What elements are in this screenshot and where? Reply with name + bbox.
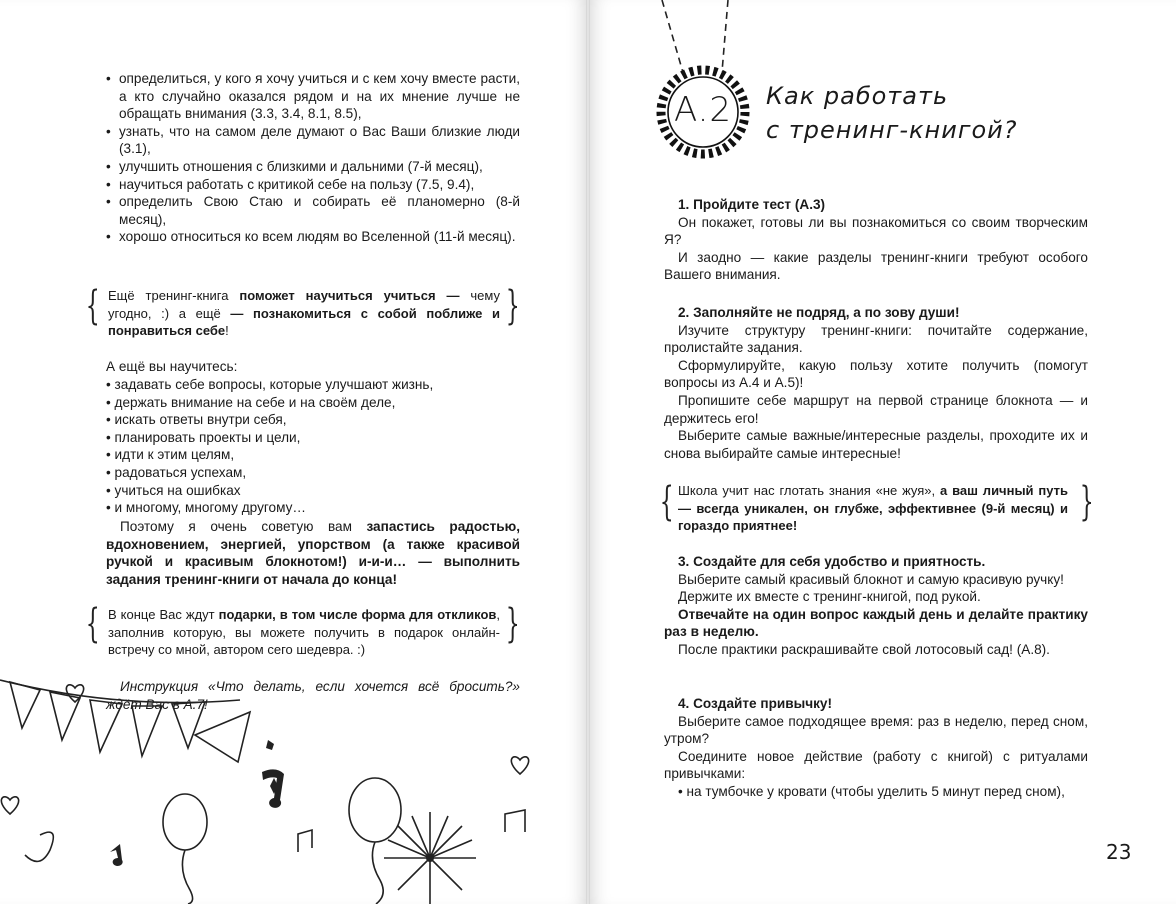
learn-bullet-list <box>106 376 526 517</box>
paragraph: Пропишите себе маршрут на первой странице блокнота — и держитесь его! <box>664 392 1088 426</box>
open-brace-icon: { <box>659 479 674 525</box>
paragraph: Держите их вместе с тренинг-книгой, под рукой. <box>678 589 981 605</box>
balloon-icon <box>163 794 207 850</box>
learn-intro: А ещё вы научитесь: <box>106 359 238 374</box>
bunting-flags-icon <box>10 682 205 756</box>
close-brace-icon: } <box>505 283 520 329</box>
section-4 <box>664 695 1088 801</box>
paragraph: Изучите структуру тренинг-книги: почитайте содержание, пролистайте задания. <box>664 322 1088 356</box>
advice-bold: запастись радостью, вдохновением, энергией, упорством (а также красивой ручкой и красивым блокнотом!) и-и-и… — выполнить задания тренинг-книги от начала до конца! <box>106 519 520 587</box>
callout-text: Школа учит нас глотать знания «не жуя», <box>678 483 940 498</box>
list-item-text: искать ответы внутри себя, <box>114 412 287 428</box>
heart-icon <box>1 797 18 814</box>
list-item-text: держать внимание на себе и на своём деле, <box>114 394 396 410</box>
list-item-text: учиться на ошибках <box>114 482 241 498</box>
list-item: • держать внимание на себе и на своём деле, <box>106 394 396 410</box>
music-note-icon <box>110 844 123 866</box>
list-item: • искать ответы внутри себя, <box>106 412 287 428</box>
section-heading: 1. Пройдите тест (А.3) <box>678 197 826 212</box>
callout-bold: — познакомиться с собой поближе и понравиться себе <box>108 305 501 339</box>
music-note-icon <box>298 830 312 852</box>
callout-text: В конце Вас ждут <box>108 607 219 622</box>
bold-paragraph: Отвечайте на один вопрос каждый день и делайте практику раз в неделю. <box>664 606 1088 640</box>
callout-text: Ещё тренинг-книга <box>108 288 240 303</box>
list-item-text: задавать себе вопросы, которые улучшают жизнь, <box>114 377 434 392</box>
balloon-icon <box>349 778 401 842</box>
section-heading: 2. Заполняйте не подряд, а по зову души! <box>678 305 960 320</box>
list-item-text: идти к этим целям, <box>114 447 235 463</box>
section-2 <box>664 304 1088 462</box>
list-item: • учиться на ошибках <box>106 482 241 498</box>
chapter-badge-illustration <box>650 0 760 160</box>
list-item: • планировать проекты и цели, <box>106 429 301 445</box>
list-item: • на тумбочке у кровати (чтобы уделить 5 минут перед сном), <box>678 783 1065 799</box>
open-brace-icon: { <box>85 601 100 647</box>
instruction-note: Инструкция «Что делать, если хочется всё бросить?» ждёт Вас в А.7! <box>106 679 520 712</box>
section-3 <box>664 553 1088 659</box>
callout-bold: поможет научиться учиться — <box>239 288 460 303</box>
paragraph: После практики раскрашивайте свой лотосовый сад! (А.8). <box>678 641 1050 657</box>
section-heading: 4. Создайте привычку! <box>678 696 832 711</box>
advice-text: Поэтому я очень советую вам <box>120 519 367 534</box>
list-item: • радоваться успехам, <box>106 464 247 480</box>
section-heading: 3. Создайте для себя удобство и приятность. <box>678 554 986 569</box>
paragraph: Он покажет, готовы ли вы познакомиться со своим творческим Я? <box>664 214 1088 248</box>
heart-icon <box>511 757 528 774</box>
list-item: • улучшить отношения с близкими и дальними (7-й месяц), <box>106 158 520 176</box>
list-item: • и многому, многому другому… <box>106 500 306 516</box>
callout-text: чему угодно, :) а ещё <box>108 288 500 321</box>
list-item: • определить Свою Стаю и собирать её планомерно (8-й месяц), <box>106 193 520 228</box>
list-item: • идти к этим целям, <box>106 447 235 463</box>
paragraph: Сформулируйте, какую пользу хотите получить (помогут вопросы из А.4 и А.5)! <box>664 357 1088 391</box>
list-item: • хорошо относиться ко всем людям во Вселенной (11-й месяц). <box>106 228 520 246</box>
paragraph: Выберите самый красивый блокнот и самую красивую ручку! <box>678 571 1064 587</box>
page-number: 23 <box>1106 840 1132 864</box>
paragraph: И заодно — какие разделы тренинг-книги требуют особого Вашего внимания. <box>664 249 1088 283</box>
callout-text: , заполнив которую, вы можете получить в подарок онлайн-встречу со мной, автором сего шедевра. :) <box>108 607 501 658</box>
advice-paragraph <box>106 518 520 588</box>
right-page <box>590 0 1176 904</box>
callout-learn <box>108 287 500 340</box>
swirl-icon <box>25 832 53 861</box>
paragraph: Соедините новое действие (работу с книгой) с ритуалами привычками: <box>664 748 1088 782</box>
callout-bold: подарки, в том числе форма для откликов <box>218 607 497 622</box>
chapter-badge-label: A.2 <box>673 90 733 130</box>
list-item: • определиться, у кого я хочу учиться и с кем хочу вместе расти, а кто случайно оказался рядом и на их мнение лучше не обращать внимания (3.3, 3.4, 8.1, 8.5), <box>106 70 520 123</box>
firework-center-icon <box>426 854 434 862</box>
section-1 <box>664 196 1088 284</box>
page-title-line1: Как работать <box>766 82 949 110</box>
paragraph: Выберите самое подходящее время: раз в неделю, перед сном, утром? <box>664 713 1088 747</box>
list-item: • задавать себе вопросы, которые улучшают жизнь, <box>106 377 434 392</box>
page-title-line2: с тренинг-книгой? <box>766 116 1018 144</box>
close-brace-icon: } <box>1079 479 1094 525</box>
left-page <box>0 0 586 904</box>
callout-text: ! <box>225 323 229 339</box>
list-item: • научиться работать с критикой себе на пользу (7.5, 9.4), <box>106 176 520 194</box>
party-hat-icon <box>195 712 250 762</box>
open-brace-icon: { <box>85 283 100 329</box>
list-item: • узнать, что на самом деле думают о Вас Ваши близкие люди (3.1), <box>106 123 520 158</box>
list-item-text: на тумбочке у кровати (чтобы уделить 5 минут перед сном), <box>686 783 1065 799</box>
list-item-text: и многому, многому другому… <box>114 500 306 516</box>
music-note-icon <box>505 810 525 832</box>
close-brace-icon: } <box>505 601 520 647</box>
party-doodles-illustration <box>0 640 586 904</box>
intro-bullet-list <box>106 70 520 246</box>
callout-school <box>678 482 1068 535</box>
callout-bold: а ваш личный путь — всегда уникален, он глубже, эффективнее (9-й месяц) и гораздо приятнее! <box>678 483 1068 534</box>
list-item-text: радоваться успехам, <box>114 464 247 480</box>
list-item-text: планировать проекты и цели, <box>114 429 301 445</box>
paragraph: Выберите самые важные/интересные разделы, проходите их и снова выбирайте самые интересные! <box>664 428 1088 461</box>
